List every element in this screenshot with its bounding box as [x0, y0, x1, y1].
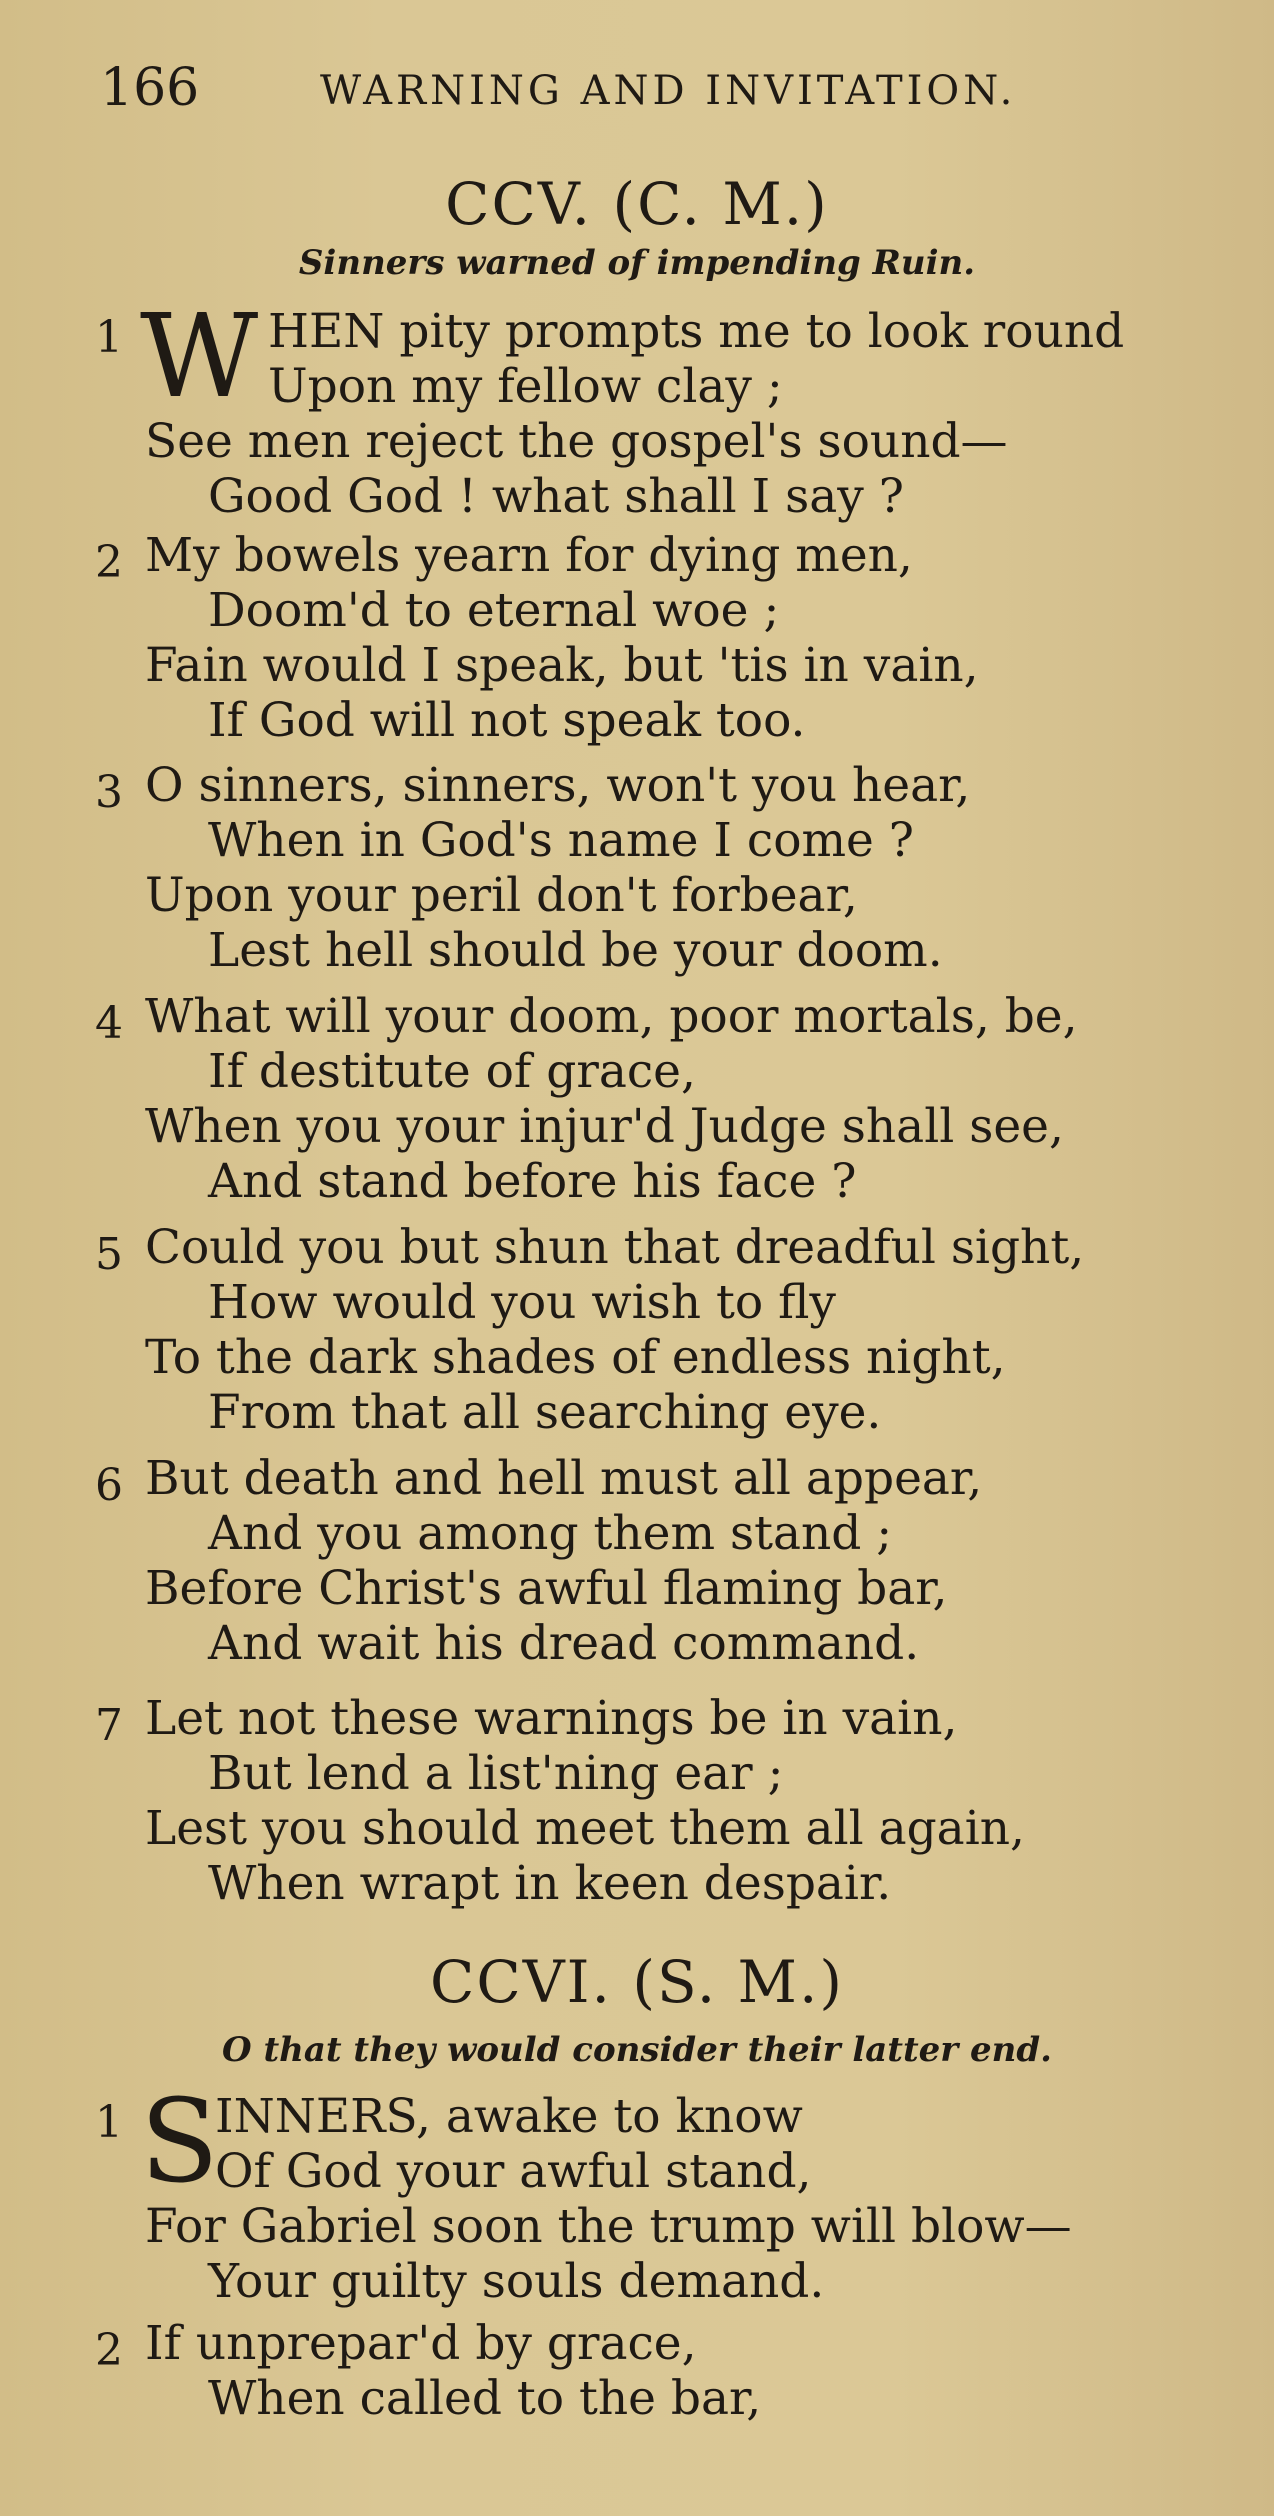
- verse-line: For Gabriel soon the trump will blow—: [145, 2199, 1072, 2254]
- verse-number: 2: [95, 2325, 123, 2376]
- verse-line: Lest you should meet them all again,: [145, 1801, 1025, 1856]
- verse-number: 3: [95, 767, 123, 818]
- verse-line: Upon your peril don't forbear,: [145, 868, 858, 923]
- verse-line: O sinners, sinners, won't you hear,: [145, 758, 971, 813]
- verse-line: Lest hell should be your doom.: [208, 923, 943, 978]
- verse-line: Upon my fellow clay ;: [268, 359, 783, 414]
- verse-line: And stand before his face ?: [208, 1154, 857, 1209]
- verse-line: From that all searching eye.: [208, 1385, 882, 1440]
- verse-line: Good God ! what shall I say ?: [208, 469, 904, 524]
- drop-cap: S: [140, 2075, 219, 2209]
- verse-line: INNERS, awake to know: [215, 2089, 803, 2144]
- verse-line: Could you but shun that dreadful sight,: [145, 1220, 1085, 1275]
- page-header: [100, 58, 1184, 128]
- page-number: 166: [100, 58, 200, 118]
- hymn-subtitle: Sinners warned of impending Ruin.: [298, 243, 976, 283]
- hymn-subtitle: O that they would consider their latter end.: [221, 2030, 1053, 2070]
- verse-number: 1: [95, 312, 123, 363]
- verse-line: Let not these warnings be in vain,: [145, 1691, 958, 1746]
- verse-line: HEN pity prompts me to look round: [268, 304, 1125, 359]
- verse-number: 2: [95, 537, 123, 588]
- verse-number: 5: [95, 1229, 123, 1280]
- hymn-title: CCV. (C. M.): [445, 170, 829, 238]
- verse-line: If unprepar'd by grace,: [145, 2316, 697, 2371]
- verse-line: When in God's name I come ?: [208, 813, 915, 868]
- running-head: WARNING AND INVITATION.: [320, 68, 1017, 114]
- verse-number: 1: [95, 2097, 123, 2148]
- hymn-title: CCVI. (S. M.): [429, 1948, 845, 2016]
- verse-line: To the dark shades of endless night,: [145, 1330, 1006, 1385]
- verse-line: If God will not speak too.: [208, 693, 806, 748]
- verse-number: 4: [95, 998, 123, 1049]
- verse-line: Fain would I speak, but 'tis in vain,: [145, 638, 979, 693]
- verse-line: Of God your awful stand,: [215, 2144, 812, 2199]
- verse-line: My bowels yearn for dying men,: [145, 528, 913, 583]
- verse-number: 6: [95, 1460, 123, 1511]
- verse-line: If destitute of grace,: [208, 1044, 696, 1099]
- verse-line: And you among them stand ;: [208, 1506, 893, 1561]
- verse-line: But lend a list'ning ear ;: [208, 1746, 784, 1801]
- verse-line: When wrapt in keen despair.: [208, 1856, 892, 1911]
- verse-line: Doom'd to eternal woe ;: [208, 583, 780, 638]
- verse-line: What will your doom, poor mortals, be,: [145, 989, 1078, 1044]
- verse-line: Before Christ's awful flaming bar,: [145, 1561, 948, 1616]
- verse-line: When you your injur'd Judge shall see,: [145, 1099, 1064, 1154]
- verse-line: When called to the bar,: [208, 2371, 762, 2426]
- verse-number: 7: [95, 1700, 123, 1751]
- verse-line: How would you wish to fly: [208, 1275, 836, 1330]
- verse-line: And wait his dread command.: [208, 1616, 920, 1671]
- drop-cap: W: [140, 290, 259, 424]
- verse-line: See men reject the gospel's sound—: [145, 414, 1008, 469]
- verse-line: Your guilty souls demand.: [208, 2254, 825, 2309]
- verse-line: But death and hell must all appear,: [145, 1451, 983, 1506]
